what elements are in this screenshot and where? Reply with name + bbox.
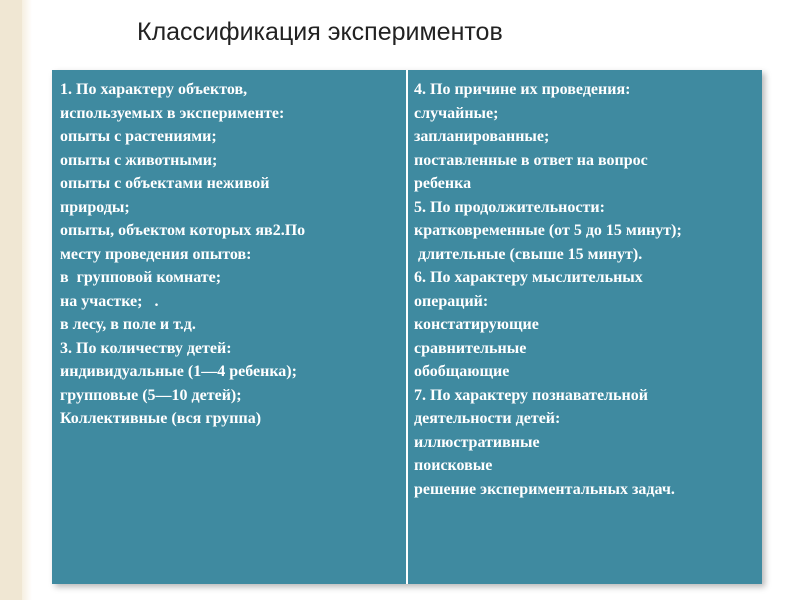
table-text-line: групповые (5—10 детей); [60,386,242,404]
table-text-line: природы; [60,198,130,216]
table-cell-left [52,70,408,584]
table-text-line: 7. По характеру познавательной [414,386,648,404]
table-text-line: констатирующие [414,316,539,333]
table-text-line: на участке; . [60,292,159,310]
table-text-line: решение экспериментальных задач. [414,480,675,498]
table-text-line: индивидуальные (1—4 ребенка); [60,363,297,380]
table-text-line: деятельности детей: [414,410,561,427]
table-text-line: используемых в эксперименте: [60,104,285,122]
table-text-line: 3. По количеству детей: [60,339,232,357]
table-text-line: 4. По причине их проведения: [414,81,631,98]
table-cell-right [408,70,762,584]
table-text-line: в лесу, в поле и т.д. [60,316,196,333]
table-text-line: опыты с растениями; [60,128,217,145]
table-text-line: иллюстративные [414,433,540,451]
table-text-line: 5. По продолжительности: [414,198,605,216]
table-text-line: длительные (свыше 15 минут). [414,245,643,263]
table-text-line: месту проведения опытов: [60,245,252,263]
table-text-line: обобщающие [414,363,510,380]
table-text-line: опыты, объектом которых яв2.По [60,222,306,239]
table-text-line: сравнительные [414,339,527,357]
table-text-line: операций: [414,292,489,310]
table-text-line: поставленные в ответ на вопрос [414,151,648,169]
table-text-line: ребенка [414,175,472,192]
decorative-side-band [0,0,22,600]
table-text-line: Коллективные (вся группа) [60,410,262,427]
slide-title: Классификация экспериментов [137,18,503,46]
table-text-line: случайные; [414,104,499,122]
table-text-line: опыты с животными; [60,151,218,169]
table-text-line: в групповой комнате; [60,269,222,286]
table-text-line: поисковые [414,457,493,474]
table-text-line: 1. По характеру объектов, [60,81,248,98]
classification-table [52,70,762,584]
table-text-line: кратковременные (от 5 до 15 минут); [414,222,682,239]
table-text-line: опыты с объектами неживой [60,175,270,192]
table-text-line: 6. По характеру мыслительных [414,269,643,286]
table-text-line: запланированные; [414,128,550,145]
